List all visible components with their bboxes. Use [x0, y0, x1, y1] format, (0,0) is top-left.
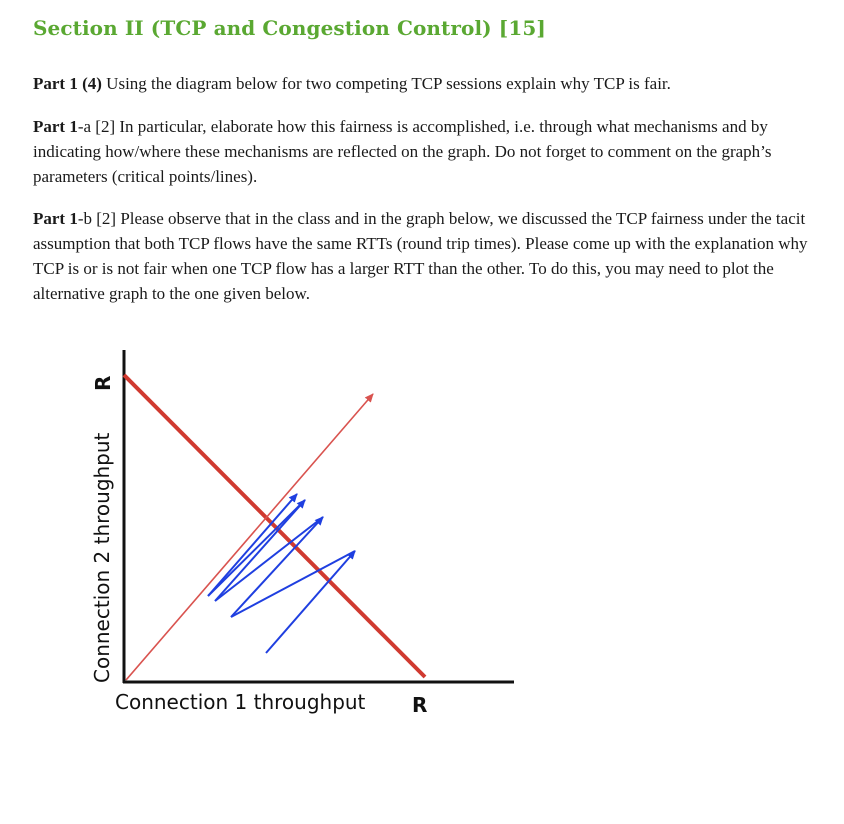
part1b-label: Part 1 [33, 209, 78, 228]
equal-share-line [126, 394, 373, 680]
trajectory-arrow-4 [208, 494, 297, 596]
part1-label: Part 1 (4) [33, 74, 102, 93]
section-heading: Section II (TCP and Congestion Control) [15] [33, 16, 546, 40]
x-axis-max-label: R [412, 693, 428, 717]
aimd-trajectory [208, 494, 355, 653]
x-axis-label: Connection 1 throughput [115, 690, 366, 714]
trajectory-arrow-1 [266, 551, 355, 653]
part1b-text: Please observe that in the class and in the graph below, we discussed the TCP fairness under the tacit assumption that both TCP flows have the same RTTs (round trip times). Please come up with the explanation why TCP is or is not fair when one TCP flow has a larger RTT than the other. To do this, you may need to plot the alternative graph to the one given below. [33, 209, 808, 303]
y-axis-max-label: R [91, 375, 115, 391]
part1b-suffix: -b [2] [77, 209, 117, 228]
y-axis-label: Connection 2 throughput [90, 432, 114, 683]
part1-text: Using the diagram below for two competing TCP sessions explain why TCP is fair. [101, 74, 671, 93]
capacity-line [124, 375, 425, 677]
trajectory-return-3 [208, 500, 305, 596]
part1a-label: Part 1 [33, 117, 78, 136]
part1a-text: In particular, elaborate how this fairness is accomplished, i.e. through what mechanisms and by indicating how/where these mechanisms are reflected on the graph. Do not forget to comment on the graph’s parameters (critical points/lines). [33, 117, 772, 186]
part1a-suffix: -a [2] [77, 117, 116, 136]
